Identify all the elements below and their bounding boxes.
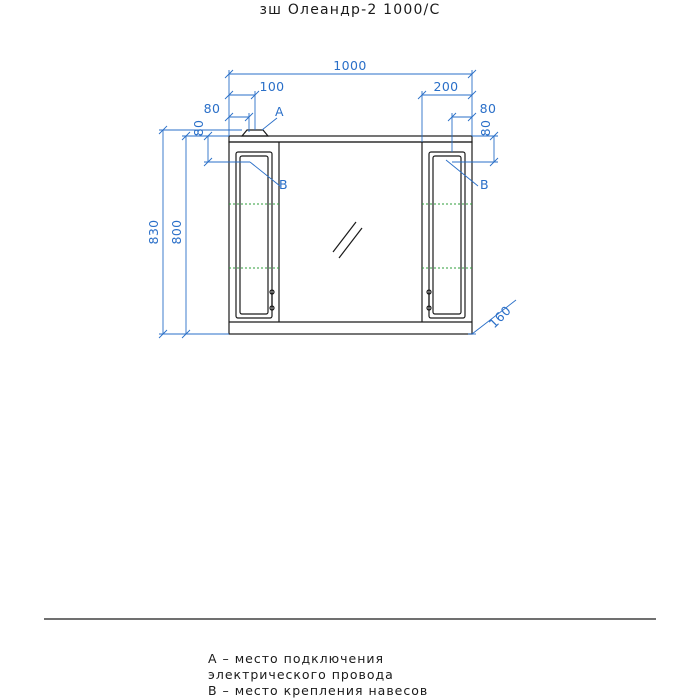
legend-line-a: А – место подключения [208,651,385,666]
callout-b-right-label: В [480,177,489,192]
dim-depth-label: 160 [485,302,514,331]
left-door-inner-frame [240,156,268,314]
dim-right-vertical-offset-label: 80 [478,119,493,137]
right-door-handle [427,290,431,310]
dim-right-offset-label: 80 [479,101,497,116]
dim-right-cabinet-label: 200 [433,79,459,94]
right-door-inner-frame [433,156,461,314]
callout-b-left-leader [250,162,280,186]
dim-left-cabinet-label: 100 [259,79,285,94]
dim-left-offset-label: 80 [203,101,221,116]
legend-line-b: В – место крепления навесов [208,683,429,698]
cabinet-top-cornice [229,136,472,142]
callout-a-leader [262,118,277,130]
dim-height-body-label: 800 [169,219,184,245]
callout-b-right-leader [446,160,478,186]
dim-left-vertical-offset-label: 80 [191,119,206,137]
legend [208,651,428,699]
callout-a-label: А [275,104,284,119]
drawing-title: зш Олеандр-2 1000/С [259,2,441,18]
cabinet-body [229,142,472,334]
legend-line-a-continued: электрического провода [208,667,394,682]
right-door-outer-frame [429,152,465,318]
hinge-markers [229,204,472,268]
left-door-handle [270,290,274,310]
callout-b-left-label: В [279,177,288,192]
left-door-outer-frame [236,152,272,318]
electrical-socket-a [242,130,268,136]
mirror-reflection-line-2 [339,228,362,258]
dim-height-with-top-label: 830 [146,219,161,245]
dim-total-width-label: 1000 [333,58,367,73]
mirror-reflection-line-1 [333,222,356,252]
cabinet-front-view [229,130,472,334]
